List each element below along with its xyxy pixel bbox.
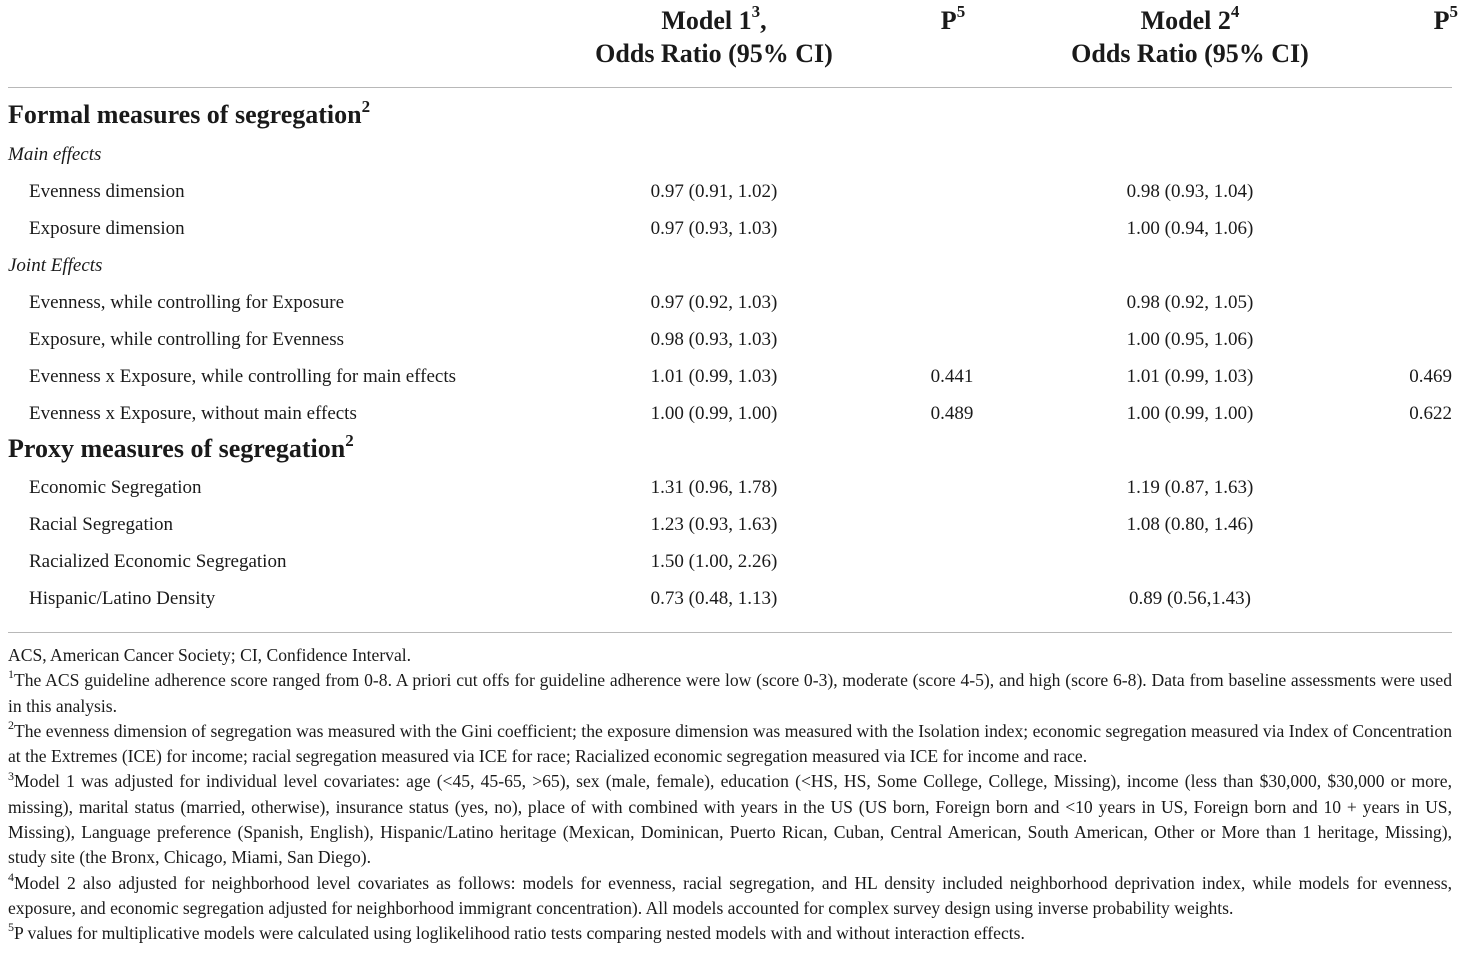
- footnote-3: $^3$Model 1 was adjusted for individual level covariates: age (<45, 45-65, >65), sex (male, female), education (<HS, HS, Some College, College, Missing), income (less than $30,000, $30,000 or more, missing), marital status (married, otherwise), insurance status (yes, no), place of with combined with years in the US (US born, Foreign born and <10 years in US, Foreign born and 10 + years in US, Missing), Language preference (Spanish, English), Hispanic/Latino heritage (Mexican, Dominican, Puerto Rican, Cuban, Central American, South American, Other or More than 1 heritage, Missing), study site (the Bronx, Chicago, Miami, San Diego).: [8, 768, 1452, 868]
- model1-value: 1.23 (0.93, 1.63): [650, 514, 778, 535]
- model2-value: 1.01 (0.99, 1.03): [1126, 366, 1254, 387]
- table-row: [8, 288, 1452, 318]
- model2-value: 0.89 (0.56,1.43): [1129, 588, 1251, 609]
- model2-p-value: 0.622: [1409, 403, 1452, 424]
- row-label: Evenness, while controlling for Exposure: [29, 292, 345, 313]
- footnote-abbreviations: ACS, American Cancer Society; CI, Confidence Interval.: [8, 645, 412, 665]
- model1-value: 1.00 (0.99, 1.00): [650, 403, 778, 424]
- row-label: Racial Segregation: [29, 514, 174, 535]
- model1-value: 0.97 (0.93, 1.03): [650, 218, 778, 239]
- model2-value: 0.98 (0.92, 1.05): [1126, 292, 1254, 313]
- model2-value: 1.00 (0.94, 1.06): [1126, 218, 1254, 239]
- model1-value: 0.97 (0.91, 1.02): [650, 181, 778, 202]
- table-row: [8, 510, 1452, 540]
- row-label: Evenness dimension: [29, 181, 185, 202]
- model1-p-value: 0.441: [930, 366, 974, 387]
- header-p1: $P^5$: [940, 2, 966, 35]
- model1-value: 0.98 (0.93, 1.03): [650, 329, 778, 350]
- footnote-4: $^4$Model 2 also adjusted for neighborhood level covariates as follows: models for evenness, racial segregation, and HL density included neighborhood deprivation index, while models for evenness, exposure, and economic segregation adjusted for neighborhood immigrant concentration). All models accounted for complex survey design using inverse probability weights.: [8, 869, 1452, 918]
- table-row: [8, 399, 1452, 429]
- section-formal-measures: Formal measures of segregation$^2$: [8, 97, 371, 129]
- row-label: Racialized Economic Segregation: [29, 551, 287, 572]
- row-label: Exposure dimension: [29, 218, 185, 239]
- header-model2: [1050, 4, 1330, 70]
- results-table: [8, 0, 1458, 954]
- header-model1-title-line: Model $1^3$,: [661, 2, 767, 35]
- header-divider: [8, 87, 1452, 88]
- footnotes: [8, 643, 1452, 947]
- table-bottom-divider: [8, 632, 1452, 633]
- table-row: [8, 214, 1452, 244]
- footnote-2: $^2$The evenness dimension of segregation was measured with the Gini coefficient; the exposure dimension was measured with the Isolation index; economic segregation measured via Index of Concentration at the Extremes (ICE) for income; racial segregation measured via ICE for race; Racialized economic segregation measured via ICE for income and race.: [8, 718, 1452, 767]
- footnote-1: $^1$The ACS guideline adherence score ranged from 0-8. A priori cut offs for guideline adherence were low (score 0-3), moderate (score 4-5), and high (score 6-8). Data from baseline assessments were used in this analysis.: [8, 667, 1452, 716]
- row-label: Economic Segregation: [29, 477, 202, 498]
- model2-value: 0.98 (0.93, 1.04): [1126, 181, 1254, 202]
- row-label: Evenness x Exposure, while controlling for main effects: [29, 366, 457, 387]
- table-row: [8, 547, 1452, 577]
- table-row: [8, 473, 1452, 503]
- model2-value: 1.08 (0.80, 1.46): [1126, 514, 1254, 535]
- row-label: Exposure, while controlling for Evenness: [29, 329, 345, 350]
- model1-value: 1.01 (0.99, 1.03): [650, 366, 778, 387]
- model2-p-value: 0.469: [1409, 366, 1452, 387]
- subsection-joint-effects: Joint Effects: [8, 255, 103, 276]
- table-row: [8, 584, 1452, 614]
- table-row: [8, 362, 1452, 392]
- table-row: [8, 325, 1452, 355]
- model1-value: 1.31 (0.96, 1.78): [650, 477, 778, 498]
- model1-value: 0.97 (0.92, 1.03): [650, 292, 778, 313]
- header-model1-subtitle: Odds Ratio (95% CI): [595, 39, 833, 68]
- footnote-5: $^5$P values for multiplicative models were calculated using loglikelihood ratio tests comparing nested models with and without interaction effects.: [8, 920, 1025, 944]
- header-p2: $P^5$: [1433, 2, 1458, 35]
- header-model1: [574, 4, 854, 70]
- row-label: Evenness x Exposure, without main effects: [29, 403, 357, 424]
- subsection-main-effects: Main effects: [8, 144, 102, 165]
- model2-value: 1.00 (0.95, 1.06): [1126, 329, 1254, 350]
- model2-value: 1.00 (0.99, 1.00): [1126, 403, 1254, 424]
- row-label: Hispanic/Latino Density: [29, 588, 216, 609]
- model2-value: 1.19 (0.87, 1.63): [1126, 477, 1254, 498]
- header-model2-subtitle: Odds Ratio (95% CI): [1071, 39, 1309, 68]
- header-model2-title-line: Model $2^4$: [1140, 2, 1240, 35]
- model1-p-value: 0.489: [930, 403, 974, 424]
- model1-value: 1.50 (1.00, 2.26): [650, 551, 778, 572]
- section-proxy-measures: Proxy measures of segregation$^2$: [8, 431, 354, 463]
- table-row: [8, 177, 1452, 207]
- model1-value: 0.73 (0.48, 1.13): [650, 588, 778, 609]
